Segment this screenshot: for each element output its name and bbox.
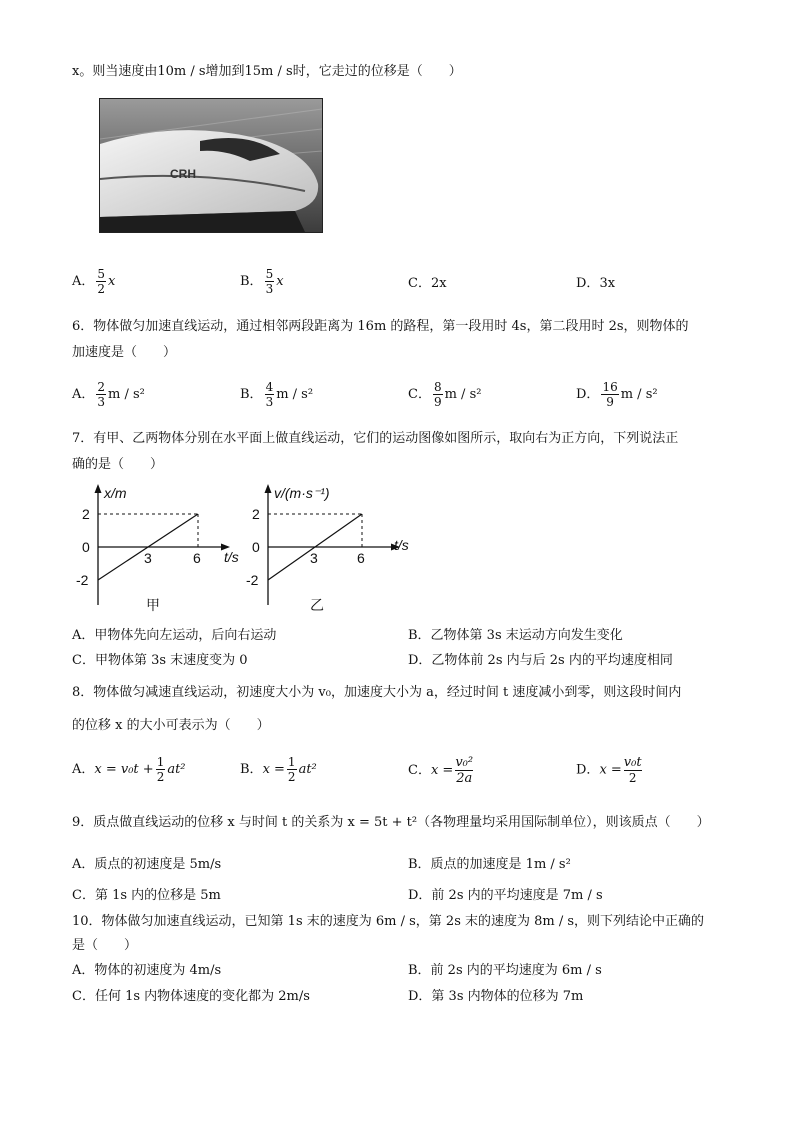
q7-stem-line1: 7．有甲、乙两物体分别在水平面上做直线运动，它们的运动图像如图所示，取向右为正方向，下列说法正 [72, 431, 679, 446]
q8-option-a: A．x = v₀t + $\frac{1}{2}$ at² [72, 755, 186, 784]
q5-option-c: C．2x [408, 276, 447, 291]
svg-text:2: 2 [82, 506, 90, 522]
q5-option-a: A． $\frac{5}{2}$ x [72, 267, 116, 296]
svg-text:2: 2 [252, 506, 260, 522]
q8-option-c: C．x = $\frac{\text{v₀²}}{2a}$ [408, 755, 474, 786]
svg-text:0: 0 [252, 539, 260, 555]
q9-option-d: D．前 2s 内的平均速度是 7m / s [408, 888, 603, 903]
q5-option-d: D．3x [576, 276, 616, 291]
q7-option-d: D．乙物体前 2s 内与后 2s 内的平均速度相同 [408, 653, 673, 668]
svg-text:x/m: x/m [104, 485, 127, 501]
svg-text:乙: 乙 [310, 597, 324, 613]
q7-stem-line2: 确的是（ ） [72, 457, 164, 472]
svg-text:-2: -2 [246, 572, 259, 588]
svg-text:3: 3 [310, 550, 318, 566]
q6-option-b: B． $\frac{4}{3}$ m / s² [240, 380, 314, 409]
svg-text:v/(m·s⁻¹): v/(m·s⁻¹) [274, 485, 330, 501]
q6-option-a: A． $\frac{2}{3}$ m / s² [72, 380, 145, 409]
q10-option-c: C．任何 1s 内物体速度的变化都为 2m/s [72, 989, 310, 1004]
q7-option-c: C．甲物体第 3s 末速度变为 0 [72, 653, 248, 668]
q7-option-b: B．乙物体第 3s 末运动方向发生变化 [408, 628, 623, 643]
graph-yi [244, 480, 424, 620]
q8-stem-line1: 8．物体做匀减速直线运动，初速度大小为 v₀，加速度大小为 a，经过时间 t 速度减小到零，则这段时间内 [72, 685, 682, 700]
q8-stem-line2: 的位移 x 的大小可表示为（ ） [72, 718, 270, 733]
svg-text:6: 6 [193, 550, 201, 566]
q8-option-b: B．x = $\frac{1}{2}$ at² [240, 755, 317, 784]
crh-logo: CRH [170, 167, 196, 181]
q5-stem: x。则当速度由10m / s增加到15m / s时，它走过的位移是（ ） [72, 64, 462, 79]
svg-text:t/s: t/s [394, 537, 409, 553]
q10-stem-line2: 是（ ） [72, 938, 138, 953]
train-photo [99, 98, 323, 233]
q10-stem-line1: 10．物体做匀加速直线运动，已知第 1s 末的速度为 6m / s，第 2s 末的速度为 8m / s，则下列结论中正确的 [72, 914, 705, 929]
svg-text:t/s: t/s [224, 549, 239, 565]
svg-text:3: 3 [144, 550, 152, 566]
q8-option-d: D．x = $\frac{\text{v₀t}}{2}$ [576, 755, 642, 785]
q9-option-a: A．质点的初速度是 5m/s [72, 857, 222, 872]
svg-text:甲: 甲 [146, 597, 160, 613]
q9-option-c: C．第 1s 内的位移是 5m [72, 888, 221, 903]
q10-option-b: B．前 2s 内的平均速度为 6m / s [408, 963, 602, 978]
q7-option-a: A．甲物体先向左运动，后向右运动 [72, 628, 277, 643]
q10-option-a: A．物体的初速度为 4m/s [72, 963, 222, 978]
q9-option-b: B．质点的加速度是 1m / s² [408, 857, 571, 872]
q9-stem: 9．质点做直线运动的位移 x 与时间 t 的关系为 x = 5t + t²（各物理量均采用国际制单位），则该质点（ ） [72, 815, 710, 830]
graph-jia [74, 480, 244, 620]
q10-option-d: D．第 3s 内物体的位移为 7m [408, 989, 584, 1004]
q6-option-c: C． $\frac{8}{9}$ m / s² [408, 380, 482, 409]
q6-option-d: D． $\frac{16}{9}$ m / s² [576, 380, 658, 409]
svg-text:0: 0 [82, 539, 90, 555]
svg-text:6: 6 [357, 550, 365, 566]
q5-option-b: B． $\frac{5}{3}$ x [240, 267, 284, 296]
q6-stem-line1: 6．物体做匀加速直线运动，通过相邻两段距离为 16m 的路程，第一段用时 4s，第二段用时 2s，则物体的 [72, 319, 689, 334]
q6-stem-line2: 加速度是（ ） [72, 345, 177, 360]
svg-text:-2: -2 [76, 572, 89, 588]
